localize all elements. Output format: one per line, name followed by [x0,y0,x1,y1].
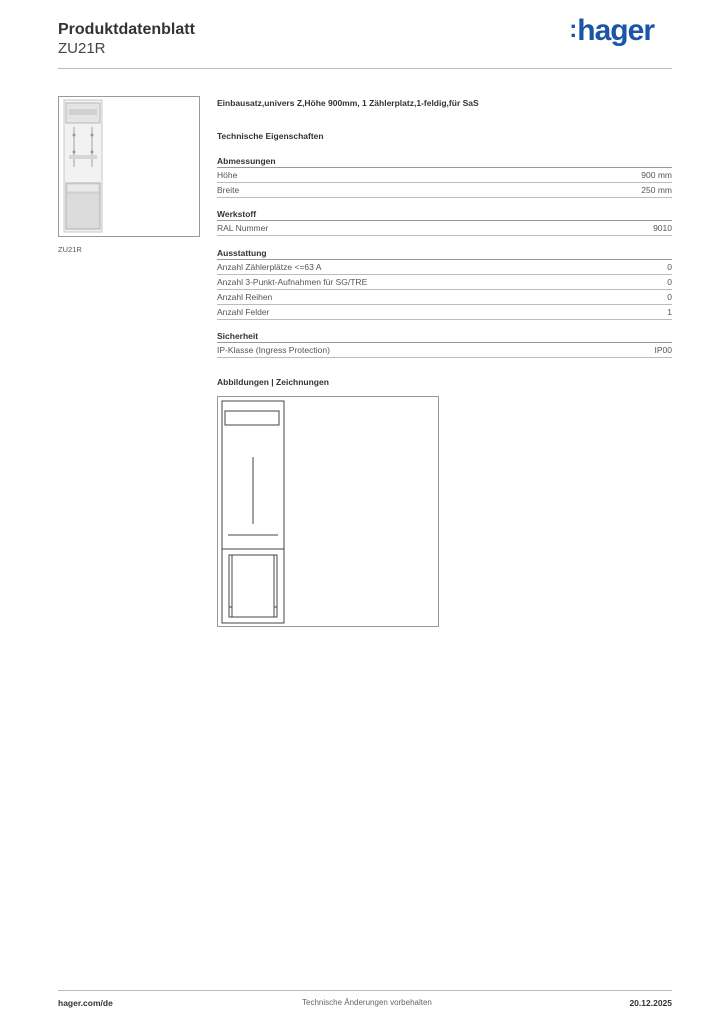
table-row [217,222,672,236]
row-label: Breite [217,185,240,195]
logo-text: hager [577,14,654,47]
row-label: Anzahl 3-Punkt-Aufnahmen für SG/TRE [217,277,368,287]
footer-divider [58,990,672,991]
row-label: IP-Klasse (Ingress Protection) [217,345,330,355]
image-caption: ZU21R [58,245,82,254]
product-description: Einbausatz,univers Z,Höhe 900mm, 1 Zählerplatz,1-feldig,für SaS [217,98,479,108]
group-safety [217,330,672,358]
table-row [217,344,672,358]
footer-date: 20.12.2025 [629,998,672,1008]
drawings-heading: Abbildungen | Zeichnungen [217,377,329,387]
table-row [217,291,672,305]
technical-heading: Technische Eigenschaften [217,131,324,141]
row-value: 900 mm [641,170,672,180]
header-divider [58,68,672,69]
group-equipment [217,247,672,320]
row-value: 1 [667,307,672,317]
drawing-illustration [218,397,438,626]
row-label: Anzahl Felder [217,307,270,317]
row-label: RAL Nummer [217,223,269,233]
table-row [217,169,672,183]
table-row [217,276,672,290]
row-label: Höhe [217,170,238,180]
group-title: Abmessungen [217,155,672,168]
hager-logo: :hager [569,14,654,47]
product-image [58,96,200,237]
row-label: Anzahl Reihen [217,292,273,302]
page-title: Produktdatenblatt [58,21,195,38]
group-title: Sicherheit [217,330,672,343]
row-value: 0 [667,262,672,272]
row-value: 9010 [653,223,672,233]
footer-website: hager.com/de [58,998,113,1008]
row-value: IP00 [654,345,672,355]
row-label: Anzahl Zählerplätze <=63 A [217,262,322,272]
group-dimensions [217,155,672,198]
row-value: 0 [667,292,672,302]
technical-drawing [217,396,439,627]
footer-notice: Technische Änderungen vorbehalten [302,998,432,1007]
table-row [217,306,672,320]
product-photo-illustration [59,97,199,236]
group-material [217,208,672,236]
row-value: 250 mm [641,185,672,195]
row-value: 0 [667,277,672,287]
product-code: ZU21R [58,40,106,57]
group-title: Werkstoff [217,208,672,221]
table-row [217,184,672,198]
group-title: Ausstattung [217,247,672,260]
table-row [217,261,672,275]
